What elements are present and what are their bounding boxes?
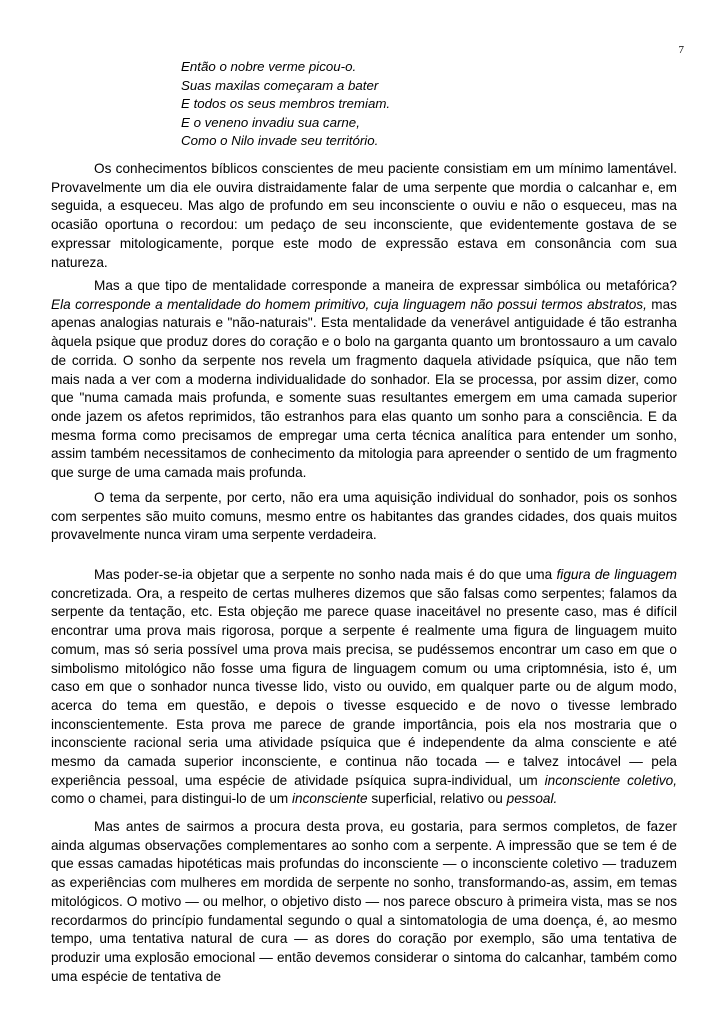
text-span: mas apenas analogias naturais e "não-naturais". Esta mentalidade da venerável antiguidade é tão estranha àquela psique que produz dores do coração e o bolo na garganta quanto um brontossauro a um cavalo de corrida. O sonho da serpente nos revela um fragmento daquela atividade psíquica, que não tem mais nada a ver com a moderna individualidade do sonhador. Ela se processa, por assim dizer, como que "numa camada mais profunda, e somente suas resultantes emergem em uma camada superior onde jazem os afetos reprimidos, tão estranhos para elas quanto um sonho para a consciência. E da mesma forma como precisamos de empregar uma certa técnica analítica para entender um sonho, assim também necessitamos de conhecimento da mitologia para apreender o sentido de um fragmento que surge de uma camada mais profunda. [51,296,677,481]
verse-line: Então o nobre verme picou-o. [181,59,357,74]
text-span: Mas a que tipo de mentalidade corresponde a maneira de expressar simbólica ou metafórica? [94,278,677,293]
text-span: como o chamei, para distingui-lo de um [51,791,293,807]
poem-verse [181,58,390,151]
italic-span: inconsciente [292,791,368,807]
text-span: concretizada. Ora, a respeito de certas mulheres dizemos que são falsas como serpentes; falamos da serpente da tentação, etc. Esta objeção me parece quase inaceitável no presente caso, mas é difícil encontrar uma prova mais rigorosa, porque a serpente é realmente uma figura de linguagem muito comum, mas só seria possível uma prova mais precisa, se pudéssemos encontrar um caso em que o simbolismo mitológico não fosse uma figura de linguagem comum ou uma criptomnésia, isto é, um caso em que o sonhador nunca tivesse lido, visto ou ouvido, em qualquer parte ou de algum modo, acerca do tema em questão, e depois o tivesse esquecido e de novo o tivesse lembrado inconscientemente. Esta prova me parece de grande importância, pois ela nos mostraria que o inconsciente racional seria uma atividade psíquica que é independente da alma consciente e até mesmo da camada superior inconsciente, e continua não tocada — e talvez intocável — pela experiência pessoal, uma espécie de atividade psíquica supra-individual, um [51,585,677,788]
text-span: Mas poder-se-ia objetar que a serpente no sonho nada mais é do que uma [94,567,557,582]
verse-line: Suas maxilas começaram a bater [181,77,379,93]
paragraph-figure-of-speech [51,566,677,809]
italic-span: pessoal. [506,791,558,807]
verse-line: E todos os seus membros tremiam. [181,96,391,112]
paragraph-serpent-theme: O tema da serpente, por certo, não era uma aquisição individual do sonhador, pois os sonhos com serpentes são muito comuns, mesmo entre os habitantes das grandes cidades, dos quais muitos provavelmente nunca viram uma serpente verdadeira. [51,490,677,543]
paragraph-complementary-observations: Mas antes de sairmos a procura desta prova, eu gostaria, para sermos completos, de fazer ainda algumas observações complementares ao sonho com a serpente. A impressão que se tem é de que essas camadas hipotéticas mais profundas do inconsciente — o inconsciente coletivo — traduzem as experiências com mulheres em mordida de serpente no sonho, transformando-as, assim, em temas mitológicos. O motivo — ou melhor, o objetivo disto — nos parece obscuro à primeira vista, mas se nos recordarmos do princípio fundamental segundo o qual a sintomatologia de uma doença, é, ao mesmo tempo, uma tentativa natural de cura — as dores do coração por exemplo, são uma tentativa de produzir uma explosão emocional — então devemos considerar o sintoma do calcanhar, também como uma espécie de tentativa de [51,819,677,984]
italic-span: inconsciente coletivo, [544,772,677,788]
paragraph-primitive-mentality [51,277,677,483]
italic-span: figura de linguagem [556,567,678,582]
verse-line: Como o Nilo invade seu território. [181,133,379,149]
paragraph-biblical-knowledge: Os conhecimentos bíblicos conscientes de meu paciente consistiam em um mínimo lamentável. Provavelmente um dia ele ouvira distraidamente falar de uma serpente que mordia o calcanhar e, em seguida, a esqueceu. Mas algo de profundo em seu inconsciente o ouviu e não o esqueceu, mas na ocasião oportuna o recordou: um pedaço de seu inconsciente, que evidentemente gostava de se expressar mitologicamente, porque este modo de expressão estava em consonância com sua natureza. [51,161,677,270]
page-number: 7 [678,44,684,56]
verse-line: E o veneno invadiu sua carne, [181,114,360,130]
italic-span: Ela corresponde a mentalidade do homem primitivo, cuja linguagem não possui termos abstratos, [51,296,647,312]
text-span: superficial, relativo ou [367,791,507,807]
